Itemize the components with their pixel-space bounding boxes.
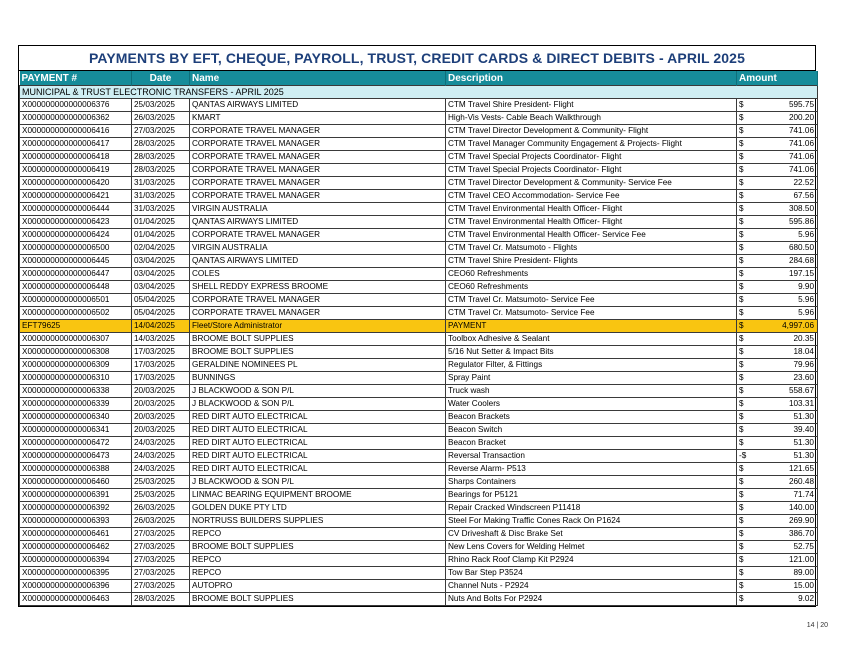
cell-name: SHELL REDDY EXPRESS BROOME [190, 281, 446, 294]
cell-name: BROOME BOLT SUPPLIES [190, 333, 446, 346]
cell-description: PAYMENT [446, 320, 737, 333]
cell-date: 17/03/2025 [132, 372, 190, 385]
cell-description: New Lens Covers for Welding Helmet [446, 541, 737, 554]
cell-amount: 386.70 [751, 528, 818, 541]
table-header-row [20, 71, 818, 86]
cell-date: 17/03/2025 [132, 359, 190, 372]
cell-description: Repair Cracked Windscreen P11418 [446, 502, 737, 515]
cell-name: REPCO [190, 554, 446, 567]
cell-currency: $ [737, 255, 751, 268]
cell-payment: X000000000000006388 [20, 463, 132, 476]
table-row [20, 268, 818, 281]
page-number: 14 | 20 [806, 622, 828, 629]
cell-name: VIRGIN AUSTRALIA [190, 242, 446, 255]
cell-amount: 558.67 [751, 385, 818, 398]
cell-amount: 51.30 [751, 450, 818, 463]
col-header-payment: PAYMENT # [20, 71, 132, 86]
cell-payment: X000000000000006473 [20, 450, 132, 463]
cell-description: CTM Travel Cr. Matsumoto- Service Fee [446, 294, 737, 307]
cell-currency: $ [737, 515, 751, 528]
cell-description: Rhino Rack Roof Clamp Kit P2924 [446, 554, 737, 567]
cell-payment: X000000000000006340 [20, 411, 132, 424]
cell-payment: X000000000000006472 [20, 437, 132, 450]
cell-payment: X000000000000006502 [20, 307, 132, 320]
cell-currency: $ [737, 554, 751, 567]
cell-description: 5/16 Nut Setter & Impact Bits [446, 346, 737, 359]
cell-name: J BLACKWOOD & SON P/L [190, 476, 446, 489]
cell-amount: 260.48 [751, 476, 818, 489]
table-row [20, 216, 818, 229]
cell-name: J BLACKWOOD & SON P/L [190, 385, 446, 398]
cell-currency: $ [737, 203, 751, 216]
cell-description: Toolbox Adhesive & Sealant [446, 333, 737, 346]
table-row [20, 411, 818, 424]
cell-payment: X000000000000006462 [20, 541, 132, 554]
cell-description: High-Vis Vests- Cable Beach Walkthrough [446, 112, 737, 125]
cell-description: CTM Travel Shire President- Flight [446, 99, 737, 112]
cell-name: REPCO [190, 567, 446, 580]
table-row [20, 203, 818, 216]
cell-name: CORPORATE TRAVEL MANAGER [190, 294, 446, 307]
table-row [20, 450, 818, 463]
cell-name: LINMAC BEARING EQUIPMENT BROOME [190, 489, 446, 502]
table-row [20, 502, 818, 515]
table-row [20, 229, 818, 242]
cell-date: 27/03/2025 [132, 554, 190, 567]
cell-description: Reversal Transaction [446, 450, 737, 463]
cell-description: CEO60 Refreshments [446, 281, 737, 294]
cell-name: J BLACKWOOD & SON P/L [190, 398, 446, 411]
cell-date: 28/03/2025 [132, 138, 190, 151]
cell-currency: $ [737, 463, 751, 476]
cell-currency: $ [737, 281, 751, 294]
cell-date: 20/03/2025 [132, 385, 190, 398]
cell-description: CTM Travel Special Projects Coordinator- Flight [446, 164, 737, 177]
cell-payment: X000000000000006395 [20, 567, 132, 580]
cell-amount: 595.86 [751, 216, 818, 229]
cell-payment: X000000000000006307 [20, 333, 132, 346]
cell-name: QANTAS AIRWAYS LIMITED [190, 99, 446, 112]
cell-description: Tow Bar Step P3524 [446, 567, 737, 580]
cell-amount: 89.00 [751, 567, 818, 580]
cell-currency: $ [737, 476, 751, 489]
cell-description: CTM Travel Cr. Matsumoto - Flights [446, 242, 737, 255]
cell-date: 27/03/2025 [132, 541, 190, 554]
cell-date: 25/03/2025 [132, 476, 190, 489]
cell-description: CTM Travel Cr. Matsumoto- Service Fee [446, 307, 737, 320]
cell-amount: 4,997.06 [751, 320, 818, 333]
cell-currency: $ [737, 593, 751, 606]
cell-payment: X000000000000006391 [20, 489, 132, 502]
cell-date: 03/04/2025 [132, 281, 190, 294]
table-row [20, 294, 818, 307]
cell-payment: X000000000000006418 [20, 151, 132, 164]
cell-currency: $ [737, 294, 751, 307]
cell-name: RED DIRT AUTO ELECTRICAL [190, 411, 446, 424]
table-row [20, 255, 818, 268]
cell-currency: $ [737, 333, 751, 346]
cell-payment: X000000000000006341 [20, 424, 132, 437]
cell-date: 25/03/2025 [132, 99, 190, 112]
section-label: MUNICIPAL & TRUST ELECTRONIC TRANSFERS - APRIL 2025 [20, 86, 818, 99]
table-row [20, 580, 818, 593]
cell-amount: 22.52 [751, 177, 818, 190]
cell-payment: X000000000000006339 [20, 398, 132, 411]
cell-amount: 197.15 [751, 268, 818, 281]
cell-name: VIRGIN AUSTRALIA [190, 203, 446, 216]
cell-date: 14/04/2025 [132, 320, 190, 333]
cell-description: CTM Travel Director Development & Community- Flight [446, 125, 737, 138]
cell-currency: $ [737, 528, 751, 541]
cell-amount: 741.06 [751, 138, 818, 151]
cell-name: RED DIRT AUTO ELECTRICAL [190, 463, 446, 476]
cell-currency: $ [737, 489, 751, 502]
cell-date: 27/03/2025 [132, 528, 190, 541]
table-row [20, 242, 818, 255]
table-row [20, 528, 818, 541]
col-header-description: Description [446, 71, 737, 86]
cell-payment: X000000000000006423 [20, 216, 132, 229]
cell-date: 20/03/2025 [132, 411, 190, 424]
cell-date: 26/03/2025 [132, 112, 190, 125]
cell-currency: $ [737, 411, 751, 424]
cell-description: CEO60 Refreshments [446, 268, 737, 281]
table-row [20, 333, 818, 346]
cell-currency: $ [737, 99, 751, 112]
cell-description: Channel Nuts - P2924 [446, 580, 737, 593]
cell-payment: X000000000000006416 [20, 125, 132, 138]
cell-payment: X000000000000006445 [20, 255, 132, 268]
table-row [20, 190, 818, 203]
cell-currency: $ [737, 372, 751, 385]
cell-amount: 140.00 [751, 502, 818, 515]
cell-payment: X000000000000006448 [20, 281, 132, 294]
cell-currency: $ [737, 320, 751, 333]
table-row [20, 515, 818, 528]
cell-amount: 741.06 [751, 151, 818, 164]
cell-payment: X000000000000006417 [20, 138, 132, 151]
cell-payment: X000000000000006424 [20, 229, 132, 242]
cell-description: Beacon Bracket [446, 437, 737, 450]
cell-payment: X000000000000006309 [20, 359, 132, 372]
cell-currency: $ [737, 112, 751, 125]
cell-name: QANTAS AIRWAYS LIMITED [190, 216, 446, 229]
cell-amount: 5.96 [751, 307, 818, 320]
cell-amount: 5.96 [751, 294, 818, 307]
cell-description: Steel For Making Traffic Cones Rack On P1624 [446, 515, 737, 528]
cell-name: COLES [190, 268, 446, 281]
table-row [20, 125, 818, 138]
cell-amount: 23.60 [751, 372, 818, 385]
cell-currency: $ [737, 398, 751, 411]
cell-amount: 15.00 [751, 580, 818, 593]
cell-name: AUTOPRO [190, 580, 446, 593]
cell-description: Beacon Brackets [446, 411, 737, 424]
cell-currency: $ [737, 541, 751, 554]
cell-payment: X000000000000006396 [20, 580, 132, 593]
cell-name: RED DIRT AUTO ELECTRICAL [190, 450, 446, 463]
cell-description: Beacon Switch [446, 424, 737, 437]
cell-amount: 741.06 [751, 125, 818, 138]
cell-payment: X000000000000006420 [20, 177, 132, 190]
cell-description: Spray Paint [446, 372, 737, 385]
cell-payment: X000000000000006460 [20, 476, 132, 489]
cell-amount: 67.56 [751, 190, 818, 203]
cell-date: 31/03/2025 [132, 177, 190, 190]
cell-payment: X000000000000006338 [20, 385, 132, 398]
cell-name: CORPORATE TRAVEL MANAGER [190, 190, 446, 203]
cell-date: 26/03/2025 [132, 515, 190, 528]
cell-name: RED DIRT AUTO ELECTRICAL [190, 437, 446, 450]
cell-amount: 269.90 [751, 515, 818, 528]
cell-description: Bearings for P5121 [446, 489, 737, 502]
cell-payment: X000000000000006362 [20, 112, 132, 125]
cell-date: 02/04/2025 [132, 242, 190, 255]
cell-amount: 51.30 [751, 411, 818, 424]
cell-date: 31/03/2025 [132, 190, 190, 203]
cell-payment: X000000000000006500 [20, 242, 132, 255]
col-header-date: Date [132, 71, 190, 86]
col-header-name: Name [190, 71, 446, 86]
cell-date: 28/03/2025 [132, 164, 190, 177]
table-row [20, 476, 818, 489]
table-row [20, 424, 818, 437]
cell-currency: $ [737, 307, 751, 320]
table-row [20, 593, 818, 606]
cell-description: Truck wash [446, 385, 737, 398]
payments-report [18, 45, 816, 607]
cell-currency: $ [737, 190, 751, 203]
table-row [20, 138, 818, 151]
cell-currency: $ [737, 346, 751, 359]
cell-currency: $ [737, 567, 751, 580]
cell-currency: $ [737, 359, 751, 372]
cell-payment: X000000000000006310 [20, 372, 132, 385]
cell-name: KMART [190, 112, 446, 125]
table-row [20, 359, 818, 372]
table-row [20, 112, 818, 125]
table-row [20, 151, 818, 164]
cell-date: 01/04/2025 [132, 216, 190, 229]
cell-description: CTM Travel Shire President- Flights [446, 255, 737, 268]
cell-amount: 9.02 [751, 593, 818, 606]
cell-date: 27/03/2025 [132, 125, 190, 138]
cell-date: 20/03/2025 [132, 398, 190, 411]
cell-payment: X000000000000006463 [20, 593, 132, 606]
cell-name: CORPORATE TRAVEL MANAGER [190, 125, 446, 138]
cell-date: 05/04/2025 [132, 307, 190, 320]
cell-amount: 20.35 [751, 333, 818, 346]
cell-description: CTM Travel Environmental Health Officer- Flight [446, 203, 737, 216]
cell-date: 27/03/2025 [132, 580, 190, 593]
cell-currency: $ [737, 125, 751, 138]
section-row [20, 86, 818, 99]
cell-currency: $ [737, 242, 751, 255]
cell-date: 17/03/2025 [132, 346, 190, 359]
cell-date: 31/03/2025 [132, 203, 190, 216]
cell-currency: $ [737, 385, 751, 398]
cell-description: Sharps Containers [446, 476, 737, 489]
cell-name: NORTRUSS BUILDERS SUPPLIES [190, 515, 446, 528]
table-row [20, 554, 818, 567]
cell-amount: 51.30 [751, 437, 818, 450]
cell-amount: 200.20 [751, 112, 818, 125]
cell-date: 28/03/2025 [132, 593, 190, 606]
cell-payment: EFT79625 [20, 320, 132, 333]
cell-payment: X000000000000006419 [20, 164, 132, 177]
cell-currency: $ [737, 502, 751, 515]
cell-name: CORPORATE TRAVEL MANAGER [190, 307, 446, 320]
cell-name: QANTAS AIRWAYS LIMITED [190, 255, 446, 268]
cell-currency: $ [737, 138, 751, 151]
cell-amount: 308.50 [751, 203, 818, 216]
cell-amount: 18.04 [751, 346, 818, 359]
cell-name: BROOME BOLT SUPPLIES [190, 346, 446, 359]
cell-name: GOLDEN DUKE PTY LTD [190, 502, 446, 515]
table-row [20, 541, 818, 554]
cell-description: Water Coolers [446, 398, 737, 411]
cell-amount: 680.50 [751, 242, 818, 255]
cell-date: 20/03/2025 [132, 424, 190, 437]
cell-currency: -$ [737, 450, 751, 463]
table-row [20, 346, 818, 359]
cell-currency: $ [737, 424, 751, 437]
cell-payment: X000000000000006308 [20, 346, 132, 359]
cell-payment: X000000000000006421 [20, 190, 132, 203]
table-row [20, 320, 818, 333]
table-row [20, 307, 818, 320]
cell-date: 14/03/2025 [132, 333, 190, 346]
cell-currency: $ [737, 216, 751, 229]
cell-amount: 103.31 [751, 398, 818, 411]
cell-name: Fleet/Store Administrator [190, 320, 446, 333]
cell-description: CTM Travel Environmental Health Officer- Service Fee [446, 229, 737, 242]
cell-date: 28/03/2025 [132, 151, 190, 164]
cell-date: 03/04/2025 [132, 255, 190, 268]
cell-amount: 9.90 [751, 281, 818, 294]
cell-amount: 52.75 [751, 541, 818, 554]
cell-name: CORPORATE TRAVEL MANAGER [190, 151, 446, 164]
cell-name: REPCO [190, 528, 446, 541]
cell-currency: $ [737, 437, 751, 450]
cell-description: CTM Travel Director Development & Community- Service Fee [446, 177, 737, 190]
cell-amount: 284.68 [751, 255, 818, 268]
cell-date: 01/04/2025 [132, 229, 190, 242]
cell-name: BROOME BOLT SUPPLIES [190, 541, 446, 554]
payments-table [19, 71, 818, 606]
cell-payment: X000000000000006501 [20, 294, 132, 307]
table-row [20, 281, 818, 294]
cell-name: GERALDINE NOMINEES PL [190, 359, 446, 372]
cell-amount: 121.65 [751, 463, 818, 476]
cell-amount: 741.06 [751, 164, 818, 177]
cell-payment: X000000000000006392 [20, 502, 132, 515]
cell-amount: 39.40 [751, 424, 818, 437]
table-row [20, 567, 818, 580]
table-row [20, 99, 818, 112]
cell-description: CTM Travel Manager Community Engagement & Projects- Flight [446, 138, 737, 151]
cell-amount: 5.96 [751, 229, 818, 242]
cell-description: Regulator Filter, & Fittings [446, 359, 737, 372]
cell-payment: X000000000000006447 [20, 268, 132, 281]
cell-name: CORPORATE TRAVEL MANAGER [190, 164, 446, 177]
table-row [20, 489, 818, 502]
table-row [20, 164, 818, 177]
cell-description: Nuts And Bolts For P2924 [446, 593, 737, 606]
cell-name: CORPORATE TRAVEL MANAGER [190, 229, 446, 242]
cell-currency: $ [737, 268, 751, 281]
cell-description: Reverse Alarm- P513 [446, 463, 737, 476]
table-row [20, 385, 818, 398]
cell-name: BROOME BOLT SUPPLIES [190, 593, 446, 606]
cell-date: 24/03/2025 [132, 437, 190, 450]
cell-description: CTM Travel CEO Accommodation- Service Fee [446, 190, 737, 203]
table-row [20, 463, 818, 476]
cell-currency: $ [737, 229, 751, 242]
cell-currency: $ [737, 580, 751, 593]
cell-amount: 71.74 [751, 489, 818, 502]
cell-amount: 121.00 [751, 554, 818, 567]
cell-description: CTM Travel Environmental Health Officer- Flight [446, 216, 737, 229]
cell-name: BUNNINGS [190, 372, 446, 385]
cell-amount: 79.96 [751, 359, 818, 372]
cell-description: CV Driveshaft & Disc Brake Set [446, 528, 737, 541]
cell-payment: X000000000000006461 [20, 528, 132, 541]
cell-payment: X000000000000006393 [20, 515, 132, 528]
cell-date: 26/03/2025 [132, 502, 190, 515]
table-row [20, 177, 818, 190]
table-row [20, 437, 818, 450]
cell-name: RED DIRT AUTO ELECTRICAL [190, 424, 446, 437]
cell-date: 27/03/2025 [132, 567, 190, 580]
cell-date: 25/03/2025 [132, 489, 190, 502]
cell-currency: $ [737, 164, 751, 177]
cell-date: 03/04/2025 [132, 268, 190, 281]
table-row [20, 398, 818, 411]
cell-name: CORPORATE TRAVEL MANAGER [190, 138, 446, 151]
cell-date: 24/03/2025 [132, 463, 190, 476]
table-row [20, 372, 818, 385]
cell-date: 24/03/2025 [132, 450, 190, 463]
cell-description: CTM Travel Special Projects Coordinator- Flight [446, 151, 737, 164]
cell-date: 05/04/2025 [132, 294, 190, 307]
cell-currency: $ [737, 151, 751, 164]
cell-payment: X000000000000006376 [20, 99, 132, 112]
report-title: PAYMENTS BY EFT, CHEQUE, PAYROLL, TRUST, CREDIT CARDS & DIRECT DEBITS - APRIL 2025 [19, 46, 815, 71]
col-header-amount: Amount [737, 71, 818, 86]
cell-payment: X000000000000006444 [20, 203, 132, 216]
cell-amount: 595.75 [751, 99, 818, 112]
cell-payment: X000000000000006394 [20, 554, 132, 567]
cell-name: CORPORATE TRAVEL MANAGER [190, 177, 446, 190]
cell-currency: $ [737, 177, 751, 190]
